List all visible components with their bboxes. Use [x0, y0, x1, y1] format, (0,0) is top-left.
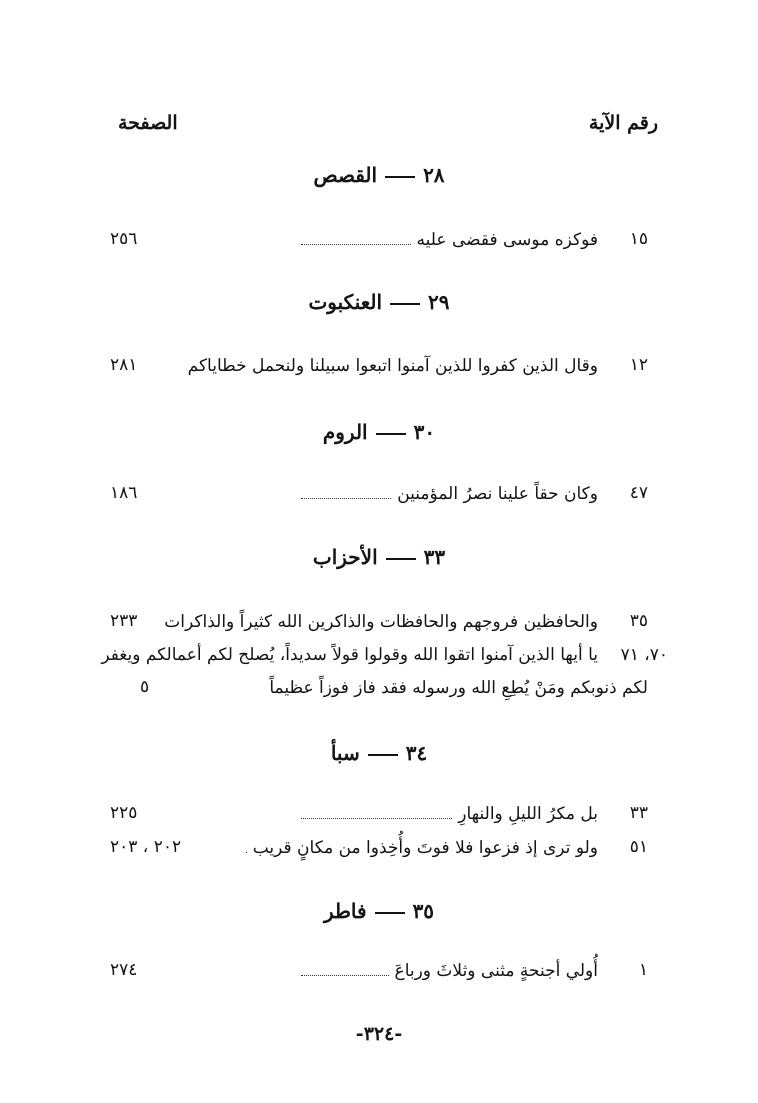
page-reference: ٢٥٦ [110, 229, 138, 249]
ayah-text: بل مكرُ الليلِ والنهارِ [458, 804, 598, 825]
ayah-text-continuation: لكم ذنوبكم ومَنْ يُطِعِ الله ورسوله فقد فاز فوزاً عظيماً [269, 678, 648, 699]
surah-heading [0, 899, 758, 923]
index-entry [110, 483, 648, 517]
ayah-number: ٤٧ [629, 483, 648, 503]
ayah-number: ١٥ [629, 229, 648, 249]
leader-dots [301, 960, 389, 976]
ayah-text: والحافظين فروجهم والحافظات والذاكرين الله كثيراً والذاكرات [164, 612, 598, 633]
surah-number: ٢٩ [428, 290, 450, 314]
ayah-number: ١٢ [629, 355, 648, 375]
surah-name: القصص [313, 163, 378, 187]
page-reference: ١٨٦ [110, 483, 138, 503]
ayah-number: ٣٣ [629, 803, 648, 823]
column-header-page: الصفحة [118, 112, 178, 134]
ayah-text: يا أيها الذين آمنوا اتقوا الله وقولوا قولاً سديداً، يُصلح لكم أعمالكم ويغفر [101, 645, 598, 665]
surah-heading [0, 163, 758, 187]
leader-dots [301, 803, 452, 819]
surah-number: ٢٨ [423, 163, 445, 187]
ayah-number: ٧٠، ٧١ [620, 645, 668, 665]
surah-number: ٣٠ [413, 420, 436, 444]
heading-dash [385, 176, 415, 178]
ayah-text: أُولي أجنحةٍ مثنى وثلاثَ ورباعَ [394, 961, 598, 982]
page-reference: ٢٧٤ [110, 960, 138, 980]
ayah-text: وكان حقاً علينا نصرُ المؤمنين [397, 484, 598, 505]
surah-name: العنكبوت [308, 290, 383, 314]
ayah-number: ٣٥ [629, 611, 648, 631]
page-reference: ٥ [140, 677, 150, 697]
surah-heading [0, 420, 758, 444]
heading-dash [375, 912, 405, 914]
ayah-number: ١ [638, 960, 648, 980]
heading-dash [376, 433, 406, 435]
index-entry [110, 960, 648, 994]
index-entry [110, 837, 648, 871]
leader-dots [246, 837, 247, 853]
surah-heading [0, 545, 758, 569]
page-reference: ٢٢٥ [110, 803, 138, 823]
heading-dash [368, 754, 398, 756]
ayah-text: فوكزه موسى فقضى عليه [416, 230, 598, 251]
surah-number: ٣٥ [412, 899, 435, 923]
page-number: -٣٢٤- [355, 1023, 403, 1045]
page-reference: ٢٠٢ ، ٢٠٣ [110, 837, 182, 857]
surah-heading [0, 290, 758, 314]
ayah-number: ٥١ [629, 837, 648, 857]
surah-name: الروم [322, 420, 368, 444]
surah-number: ٣٣ [423, 545, 446, 569]
index-entry [110, 611, 648, 645]
ayah-text: ولو ترى إذ فزعوا فلا فوتَ وأُخِذوا من مكانٍ قريب [252, 838, 598, 859]
index-entry [101, 645, 668, 679]
leader-dots [301, 483, 391, 499]
index-entry [110, 803, 648, 837]
leader-dots [301, 229, 411, 245]
page-reference: ٢٨١ [110, 355, 138, 375]
surah-heading [0, 741, 758, 765]
column-header-ayah: رقم الآية [588, 112, 658, 134]
heading-dash [390, 303, 420, 305]
surah-number: ٣٤ [405, 741, 428, 765]
surah-name: سبأ [330, 741, 360, 765]
ayah-text: وقال الذين كفروا للذين آمنوا اتبعوا سبيلنا ولنحمل خطاياكم [187, 356, 598, 377]
surah-name: الأحزاب [312, 545, 378, 569]
heading-dash [386, 558, 416, 560]
index-entry-continuation [110, 677, 648, 711]
index-entry [110, 229, 648, 263]
surah-name: فاطر [323, 899, 367, 923]
page-reference: ٢٣٣ [110, 611, 138, 631]
index-entry [110, 355, 648, 389]
